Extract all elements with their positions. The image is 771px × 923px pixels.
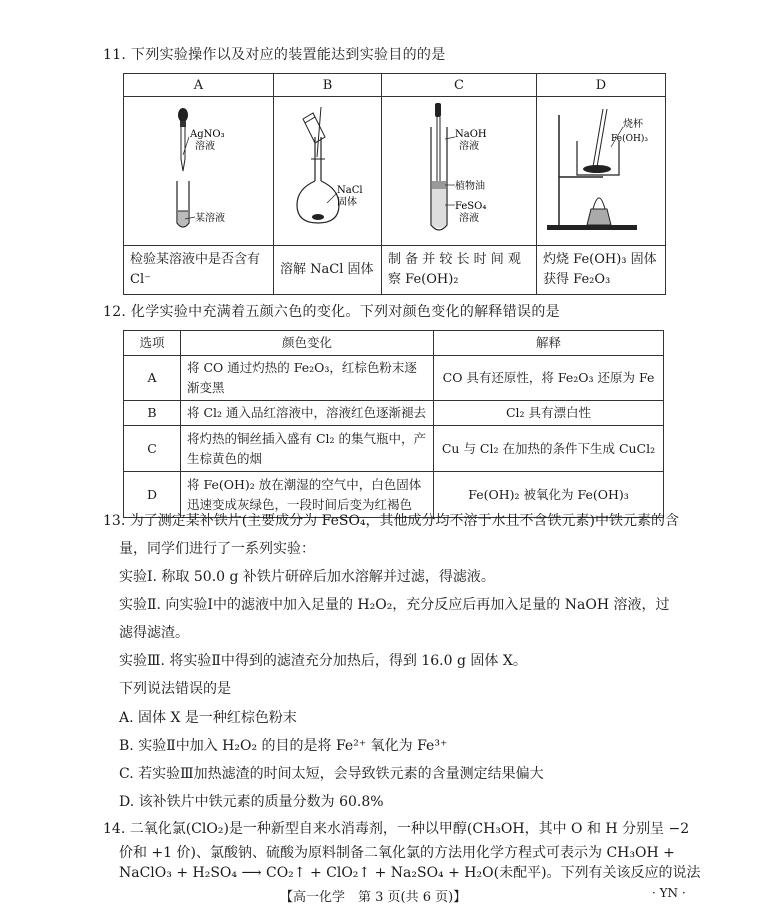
- q12-table: [123, 330, 664, 518]
- q12-row-change: 将 Cl₂ 通入品红溶液中，溶液红色逐渐褪去: [181, 401, 434, 426]
- q13-option-c: C. 若实验Ⅲ加热滤渣的时间太短，会导致铁元素的含量测定结果偏大: [119, 766, 544, 782]
- q12-row-option: C: [124, 426, 181, 472]
- label-feso4: FeSO₄: [454, 201, 486, 212]
- apparatus-b: [274, 97, 382, 246]
- q12-row-change: 将灼热的铜丝插入盛有 Cl₂ 的集气瓶中，产生棕黄色的烟: [181, 426, 434, 472]
- q14-line1: 14. 二氧化氯(ClO₂)是一种新型自来水消毒剂，一种以甲醇(CH₃OH，其中 O 和 H 分别呈 −2: [103, 821, 690, 837]
- q11-caption-b: 溶解 NaCl 固体: [274, 246, 382, 295]
- volumetric-flask-diagram: [275, 97, 381, 241]
- dropper-test-tube-diagram: [125, 97, 273, 241]
- q11-header-d: D: [537, 74, 666, 97]
- q12-header-explain: 解释: [434, 331, 664, 356]
- q11-caption-a: 检验某溶液中是否含有 Cl⁻: [124, 246, 274, 295]
- q13-exp1: 实验Ⅰ. 称取 50.0 g 补铁片研碎后加水溶解并过滤，得滤液。: [119, 569, 495, 585]
- q13-option-a: A. 固体 X 是一种红棕色粉末: [119, 710, 297, 726]
- q13-line1: 13. 为了测定某补铁片(主要成分为 FeSO₄，其他成分均不溶于水且不含铁元素)中铁元素的含: [103, 513, 680, 529]
- q12-row-option: D: [124, 472, 181, 518]
- q11-caption-c: 制 备 并 较 长 时 间 观察 Fe(OH)₂: [382, 246, 537, 295]
- q11-header-c: C: [382, 74, 537, 97]
- q12-row-change: 将 Fe(OH)₂ 放在潮湿的空气中，白色固体迅速变成灰绿色，一段时间后变为红褐色: [181, 472, 434, 518]
- q13-option-d: D. 该补铁片中铁元素的质量分数为 60.8%: [119, 794, 384, 810]
- q14-line3: NaClO₃ + H₂SO₄ ⟶ CO₂↑ + ClO₂↑ + Na₂SO₄ + H₂O(未配平)。下列有关该反应的说法: [119, 865, 701, 881]
- label-naoh-solution: 溶液: [458, 141, 479, 152]
- q11-header-a: A: [124, 74, 274, 97]
- q11-header-b: B: [274, 74, 382, 97]
- q14-line2: 价和 +1 价)、氯酸钠、硫酸为原料制备二氧化氯的方法用化学方程式可表示为 CH₃OH +: [119, 845, 675, 861]
- page-footer: 【高一化学 第 3 页(共 6 页)】: [280, 890, 467, 905]
- q13-option-b: B. 实验Ⅱ中加入 H₂O₂ 的目的是将 Fe²⁺ 氧化为 Fe³⁺: [119, 738, 448, 754]
- q12-row-option: B: [124, 401, 181, 426]
- q13-exp3: 实验Ⅲ. 将实验Ⅱ中得到的滤渣充分加热后，得到 16.0 g 固体 X。: [119, 653, 527, 669]
- label-agno3-solution: 溶液: [194, 141, 215, 152]
- apparatus-d: [537, 97, 666, 246]
- q13-prompt: 下列说法错误的是: [119, 681, 231, 697]
- q13-line2: 量，同学们进行了一系列实验：: [119, 541, 315, 557]
- q12-header-change: 颜色变化: [181, 331, 434, 356]
- label-solution: 某溶液: [194, 213, 225, 224]
- q12-row-explain: CO 具有还原性，将 Fe₂O₃ 还原为 Fe: [434, 356, 664, 401]
- label-vegetable-oil: 植物油: [454, 181, 485, 192]
- q12-title: 12. 化学实验中充满着五颜六色的变化。下列对颜色变化的解释错误的是: [103, 304, 560, 320]
- q12-header-option: 选项: [124, 331, 181, 356]
- ferrous-hydroxide-setup-diagram: [383, 97, 536, 241]
- q12-row-explain: Cl₂ 具有漂白性: [434, 401, 664, 426]
- q11-title: 11. 下列实验操作以及对应的装置能达到实验目的的是: [103, 47, 446, 63]
- label-agno3: AgNO₃: [189, 129, 225, 140]
- q11-caption-d: 灼烧 Fe(OH)₃ 固体获得 Fe₂O₃: [537, 246, 666, 295]
- label-beaker: 烧杯: [623, 119, 643, 130]
- apparatus-c: [382, 97, 537, 246]
- label-feoh3: Fe(OH)₃: [611, 134, 648, 144]
- burning-setup-diagram: [537, 97, 665, 241]
- label-nacl: NaCl: [336, 185, 363, 196]
- label-naoh: NaOH: [454, 129, 487, 140]
- label-nacl-solid: 固体: [336, 197, 357, 208]
- q12-row-explain: Cu 与 Cl₂ 在加热的条件下生成 CuCl₂: [434, 426, 664, 472]
- label-feso4-solution: 溶液: [458, 213, 479, 224]
- q12-row-change: 将 CO 通过灼热的 Fe₂O₃，红棕色粉末逐渐变黑: [181, 356, 434, 401]
- q13-exp2a: 实验Ⅱ. 向实验Ⅰ中的滤液中加入足量的 H₂O₂，充分反应后再加入足量的 NaOH 溶液，过: [119, 597, 670, 613]
- q12-row-option: A: [124, 356, 181, 401]
- page-footer-code: · YN ·: [652, 886, 686, 900]
- q12-row-explain: Fe(OH)₂ 被氧化为 Fe(OH)₃: [434, 472, 664, 518]
- q11-table: [123, 73, 666, 295]
- apparatus-a: [124, 97, 274, 246]
- q13-exp2b: 滤得滤渣。: [119, 625, 189, 641]
